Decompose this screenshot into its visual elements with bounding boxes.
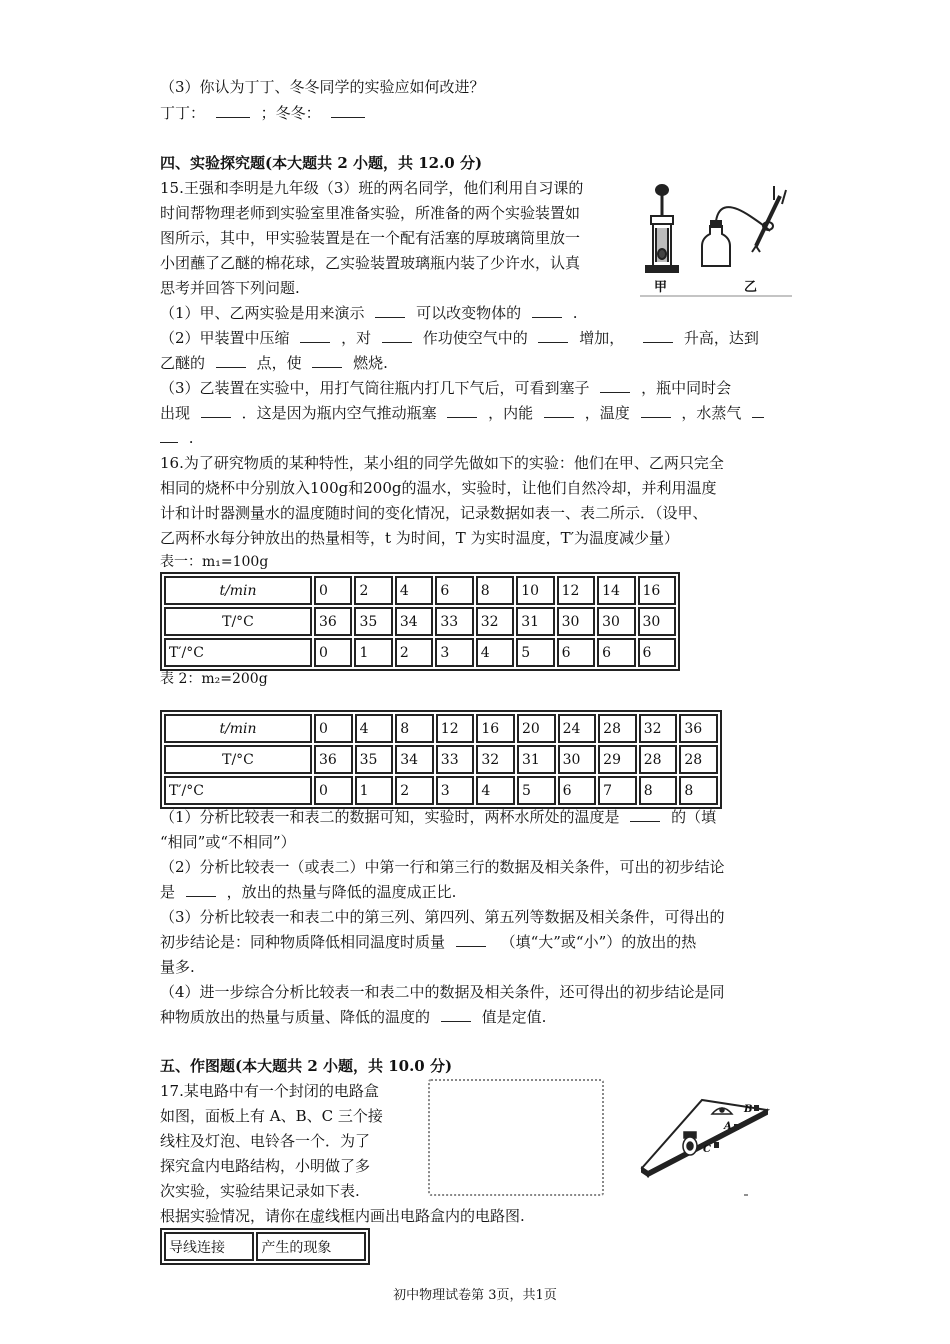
answer-blank[interactable] [752, 403, 764, 418]
answer-blank[interactable] [331, 103, 365, 118]
table-cell: 14 [597, 576, 635, 605]
answer-label-dongdong: ；冬冬： [260, 104, 321, 122]
page-footer: 初中物理试卷第 3页，共1页 [393, 1288, 557, 1303]
q15-line: 小团蘸了乙醚的棉花球，乙实验装置玻璃瓶内装了少许水，认真 [160, 254, 581, 272]
text: 的（填 [671, 808, 717, 826]
text: ，水蒸气 [681, 404, 742, 422]
answer-blank[interactable] [300, 328, 330, 343]
text: （3）乙装置在实验中，用打气筒往瓶内打几下气后，可看到塞子 [160, 379, 590, 397]
table1-caption: 表一：m₁=100g [160, 554, 269, 570]
table-cell: 6 [638, 638, 677, 667]
table-cell: 32 [476, 607, 514, 636]
table-cell: 10 [516, 576, 554, 605]
row-header-cell: t/min [164, 714, 312, 743]
table-cell: 0 [314, 576, 352, 605]
q17-line: 根据实验情况，请你在虚线框内画出电路盒内的电路图. [160, 1207, 525, 1225]
q15-part3-line2 [160, 402, 764, 424]
q16-line: 相同的烧杯中分别放入100g和200g的温水，实验时，让他们自然冷却，并利用温度 [160, 479, 717, 497]
table-cell: 8 [639, 776, 678, 805]
table-row [164, 607, 676, 636]
table-cell: 36 [314, 745, 353, 774]
text: 出现 [160, 404, 191, 422]
table-cell: 1 [355, 776, 394, 805]
section4-title: 四、实验探究题(本大题共 2 小题，共 12.0 分) [160, 154, 483, 172]
table-cell: 8 [679, 776, 718, 805]
answer-blank[interactable] [186, 882, 216, 897]
answer-blank[interactable] [216, 353, 246, 368]
table-cell: 29 [598, 745, 637, 774]
table-cell: 12 [436, 714, 475, 743]
q15-line: 15.王强和李明是九年级（3）班的两名同学，他们利用自习课的 [160, 179, 584, 197]
table-row [164, 776, 718, 805]
table-cell: 8 [395, 714, 434, 743]
table2-body [164, 714, 718, 805]
row-header-cell: T/°C [164, 607, 312, 636]
table-cell: 36 [679, 714, 718, 743]
q15-part2-line2 [160, 352, 388, 374]
q16-line: 16.为了研究物质的某种特性，某小组的同学先做如下的实验：他们在甲、乙两只完全 [160, 454, 724, 472]
text: （2）甲装置中压缩 [160, 329, 290, 347]
table-cell: 30 [558, 745, 597, 774]
table-cell: 28 [598, 714, 637, 743]
q15-part1 [160, 302, 577, 324]
text: . [188, 429, 194, 447]
text: 初步结论是：同种物质降低相同温度时质量 [160, 933, 446, 951]
answer-blank[interactable] [447, 403, 477, 418]
table-cell: 28 [679, 745, 718, 774]
table-cell: 33 [436, 745, 475, 774]
q16-q2-line2 [160, 881, 456, 903]
circuit-drawing-box[interactable] [428, 1079, 604, 1196]
q15-line: 图所示，其中，甲实验装置是在一个配有活塞的厚玻璃筒里放一 [160, 229, 581, 247]
table-cell: 30 [557, 607, 595, 636]
answer-blank[interactable] [441, 1007, 471, 1022]
table-cell: 2 [395, 638, 433, 667]
text: ，放出的热量与降低的温度成正比. [226, 883, 457, 901]
q16-q1-line2: “相同”或“不相同”） [160, 833, 296, 851]
row-header-cell: T/°C [164, 745, 312, 774]
q16-line: 计和计时器测量水的温度随时间的变化情况，记录数据如表一、表二所示．（设甲、 [160, 504, 708, 522]
table1-body [164, 576, 676, 667]
q15-apparatus-figure [640, 176, 792, 298]
table-header-cell: 产生的现象 [256, 1232, 366, 1261]
table-cell: 4 [395, 576, 433, 605]
table1 [160, 572, 680, 671]
answer-blank[interactable] [641, 403, 671, 418]
text: 是 [160, 883, 176, 901]
text: 燃烧. [353, 354, 388, 372]
answer-blank[interactable] [160, 428, 178, 443]
table-header-cell: 导线连接 [164, 1232, 254, 1261]
q16-q3-line2 [160, 931, 696, 953]
q17-line: 17.某电路中有一个封闭的电路盒 [160, 1082, 379, 1100]
table-cell: 5 [516, 638, 554, 667]
q16-q4-line1: （4）进一步综合分析比较表一和表二中的数据及相关条件，还可得出的初步结论是同 [160, 983, 725, 1001]
answer-blank[interactable] [312, 353, 342, 368]
text: （填“大”或“小”）的放出的热 [500, 933, 697, 951]
text: ，对 [341, 329, 372, 347]
answer-blank[interactable] [382, 328, 412, 343]
table-cell: 31 [516, 607, 554, 636]
q16-q1-line1 [160, 806, 716, 828]
q15-fig-label-yi: 乙 [744, 280, 758, 295]
table-cell: 2 [354, 576, 392, 605]
q16-q3-line3: 量多. [160, 958, 195, 976]
q17-line: 次实验，实验结果记录如下表. [160, 1182, 360, 1200]
table-cell: 5 [517, 776, 556, 805]
terminal-label-c: C [703, 1144, 711, 1155]
text: （1）分析比较表一和表二的数据可知，实验时，两杯水所处的温度是 [160, 808, 620, 826]
q16-line: 乙两杯水每分钟放出的热量相等，t 为时间，T 为实时温度，T′为温度减少量） [160, 529, 679, 547]
table-cell: 20 [517, 714, 556, 743]
q16-q4-line2 [160, 1006, 546, 1028]
answer-label-dingding: 丁丁： [160, 104, 206, 122]
answer-blank[interactable] [544, 403, 574, 418]
row-header-cell: t/min [164, 576, 312, 605]
text: 增加， [579, 329, 625, 347]
table-row [164, 576, 676, 605]
text: ．这是因为瓶内空气推动瓶塞 [241, 404, 437, 422]
terminal-label-a: A [724, 1121, 732, 1132]
text: 值是定值. [481, 1008, 547, 1026]
table-cell: 24 [558, 714, 597, 743]
answer-blank[interactable] [538, 328, 568, 343]
row-header-cell: T′/°C [164, 776, 312, 805]
q15-part3-line1 [160, 377, 731, 399]
table-cell: 16 [476, 714, 515, 743]
q14-answer-line [160, 102, 371, 124]
text: 作功使空气中的 [422, 329, 528, 347]
text: . [572, 304, 578, 322]
answer-blank[interactable] [532, 303, 562, 318]
table-cell: 6 [435, 576, 473, 605]
table-row [164, 638, 676, 667]
table-cell: 1 [354, 638, 392, 667]
table-cell: 34 [395, 745, 434, 774]
q15-part3-line3 [160, 427, 194, 449]
table-cell: 35 [355, 745, 394, 774]
table-cell: 30 [597, 607, 635, 636]
q17-table [160, 1228, 370, 1265]
table-cell: 12 [557, 576, 595, 605]
q15-part2-line1 [160, 327, 759, 349]
table-cell: 0 [314, 776, 353, 805]
terminal-label-b: B [744, 1104, 753, 1115]
q15-line: 时间帮物理老师到实验室里准备实验，所准备的两个实验装置如 [160, 204, 581, 222]
table-cell: 30 [638, 607, 677, 636]
table2 [160, 710, 722, 809]
q17-line: 如图，面板上有 A、B、C 三个接 [160, 1107, 383, 1125]
table-cell: 3 [436, 776, 475, 805]
piston-cylinder-icon [646, 185, 678, 272]
table-cell: 34 [395, 607, 433, 636]
answer-blank[interactable] [456, 932, 486, 947]
table-cell: 16 [638, 576, 677, 605]
table-cell: 4 [355, 714, 394, 743]
table-cell: 4 [476, 638, 514, 667]
answer-blank[interactable] [375, 303, 405, 318]
table-row [164, 745, 718, 774]
text: 种物质放出的热量与质量、降低的温度的 [160, 1008, 431, 1026]
table-cell: 6 [597, 638, 635, 667]
table-cell: 35 [354, 607, 392, 636]
text: ，温度 [584, 404, 630, 422]
text: （1）甲、乙两实验是用来演示 [160, 304, 365, 322]
table-row [164, 1232, 366, 1261]
section5-title: 五、作图题(本大题共 2 小题，共 10.0 分) [160, 1057, 453, 1075]
answer-blank[interactable] [643, 328, 673, 343]
table-cell: 8 [476, 576, 514, 605]
flask-pump-icon [702, 186, 786, 266]
q16-q3-line1: （3）分析比较表一和表二中的第三列、第四列、第五列等数据及相关条件，可得出的 [160, 908, 725, 926]
table-row [164, 714, 718, 743]
text: 可以改变物体的 [416, 304, 522, 322]
table-cell: 2 [395, 776, 434, 805]
table2-caption: 表 2：m₂=200g [160, 671, 268, 687]
q16-q2-line1: （2）分析比较表一（或表二）中第一行和第三行的数据及相关条件，可出的初步结论 [160, 858, 725, 876]
circuit-box-figure [640, 1090, 770, 1200]
table-cell: 0 [314, 714, 353, 743]
bell-icon [683, 1132, 697, 1155]
text: 升高，达到 [683, 329, 759, 347]
table-cell: 3 [435, 638, 473, 667]
table-cell: 6 [558, 776, 597, 805]
text: ，内能 [488, 404, 534, 422]
q15-line: 思考并回答下列问题. [160, 279, 300, 297]
q17-line: 探究盒内电路结构，小明做了多 [160, 1157, 371, 1175]
row-header-cell: T′/°C [164, 638, 312, 667]
answer-blank[interactable] [201, 403, 231, 418]
table-cell: 32 [639, 714, 678, 743]
table-cell: 6 [557, 638, 595, 667]
q15-fig-label-jia: 甲 [654, 280, 668, 295]
answer-blank[interactable] [216, 103, 250, 118]
answer-blank[interactable] [630, 807, 660, 822]
table-cell: 36 [314, 607, 352, 636]
table-cell: 0 [314, 638, 352, 667]
answer-blank[interactable] [600, 378, 630, 393]
table-cell: 33 [435, 607, 473, 636]
text: ，瓶中同时会 [641, 379, 732, 397]
table-cell: 32 [476, 745, 515, 774]
table-cell: 31 [517, 745, 556, 774]
text: 乙醚的 [160, 354, 206, 372]
text: 点，使 [256, 354, 302, 372]
table-cell: 4 [476, 776, 515, 805]
q14-part3: （3）你认为丁丁、冬冬同学的实验应如何改进？ [160, 78, 485, 96]
table-cell: 28 [639, 745, 678, 774]
table-cell: 7 [598, 776, 637, 805]
q17-line: 线柱及灯泡、电铃各一个．为了 [160, 1132, 371, 1150]
